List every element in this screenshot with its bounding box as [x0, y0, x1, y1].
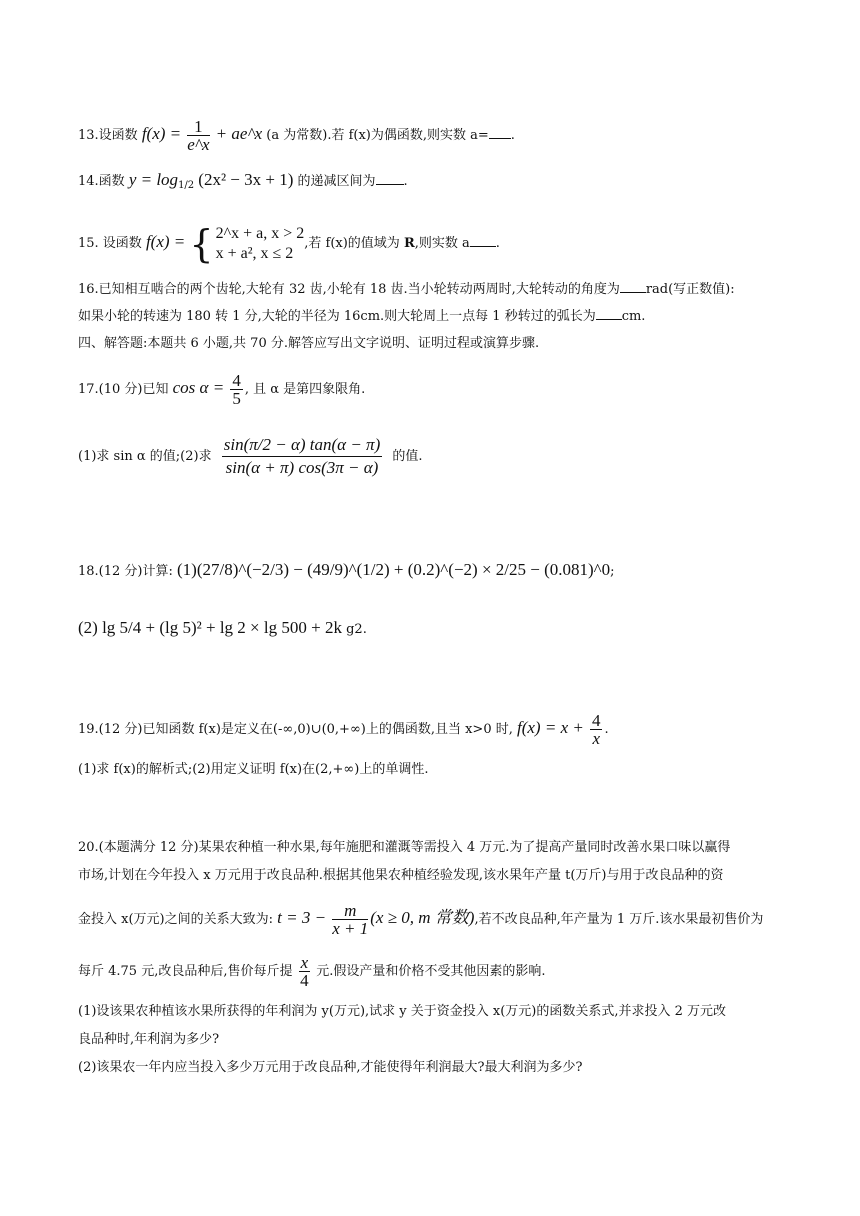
q20-price-fraction	[299, 954, 311, 989]
q17-big-fraction	[222, 434, 383, 479]
q17-frac-den: sin(α + π) cos(3π − α)	[225, 458, 379, 477]
q20-line4a: 每斤 4.75 元,改良品种后,售价每斤提	[78, 964, 297, 979]
q15-blank	[470, 234, 496, 247]
q19-end: .	[604, 722, 609, 737]
q20-part-1b: 良品种时,年利润为多少?	[78, 1032, 220, 1047]
q16-line1-end: rad(写正数值):	[645, 282, 735, 297]
question-16-line-2	[78, 307, 645, 327]
question-19	[78, 706, 609, 750]
q15-end: .	[495, 236, 500, 251]
q17-part2-end: 的值.	[388, 449, 423, 464]
q14-suffix: 的递减区间为	[293, 174, 376, 189]
q17-suffix: , 且 α 是第四象限角.	[244, 382, 366, 397]
q20-t-num: m	[332, 902, 368, 920]
question-14	[78, 170, 408, 192]
q16-blank-1	[620, 280, 646, 293]
q20-t-fraction	[332, 902, 368, 937]
q20-t-formula: t = 3 −	[277, 908, 327, 927]
q13-end: .	[510, 128, 515, 143]
q18-expr2: (2) lg 5/4 + (lg 5)² + lg 2 × lg 500 + 2k	[78, 618, 342, 637]
question-19-parts: (1)求 f(x)的解析式;(2)用定义证明 f(x)在(2,+∞)上的单调性.	[78, 762, 429, 777]
q15-R: R	[403, 236, 415, 251]
q20-line3a: 金投入 x(万元)之间的关系大致为:	[78, 912, 278, 927]
question-18-line-2	[78, 606, 367, 650]
q20-part-1a: (1)设该果农种植该水果所获得的年利润为 y(万元),试求 y 关于资金投入 x(万元)的函数关系式,并求投入 2 万元改	[78, 1004, 727, 1019]
q13-fraction	[187, 118, 209, 153]
q15-lhs: f(x) =	[145, 232, 186, 251]
question-15	[78, 220, 500, 264]
q15-case-2: x + a², x ≤ 2	[215, 244, 294, 262]
q16-line1: 16.已知相互啮合的两个齿轮,大轮有 32 齿,小轮有 18 齿.当小轮转动两周时,大轮转动的角度为	[78, 282, 620, 297]
section-4-heading: 四、解答题:本题共 6 小题,共 70 分.解答应写出文字说明、证明过程或演算步骤.	[78, 336, 540, 351]
q17-fraction	[230, 372, 243, 407]
q15-cases	[216, 224, 305, 264]
q13-suffix: (a 为常数).若 f(x)为偶函数,则实数 a=	[262, 128, 489, 143]
question-17	[78, 366, 365, 410]
q16-line2-end: cm.	[621, 309, 646, 324]
q20-line-4	[78, 950, 546, 994]
q20-line3b: ,若不改良品种,年产量为 1 万斤.该水果最初售价为	[474, 912, 764, 927]
q17-cos: cos α =	[172, 378, 225, 397]
q13-num: 1	[187, 118, 209, 136]
q15-suffix-b: ,则实数 a	[414, 236, 470, 251]
q20-p-den: 4	[300, 971, 309, 990]
q17-prefix: 17.(10 分)已知	[78, 382, 173, 397]
q13-formula-lhs: f(x) =	[141, 124, 182, 143]
question-18-line-1	[78, 548, 615, 592]
q18-expr1: (1)(27/8)^(−2/3) − (49/9)^(1/2) + (0.2)^(−2) × 2/25 − (0.081)^0	[177, 560, 611, 579]
q20-line4b: 元.假设产量和价格不受其他因素的影响.	[312, 964, 546, 979]
q19-text: 19.(12 分)已知函数 f(x)是定义在(-∞,0)∪(0,+∞)上的偶函数,且当 x>0 时,	[78, 722, 517, 737]
q15-brace: {	[189, 221, 214, 266]
q19-den: x	[592, 729, 600, 748]
q19-fraction	[590, 712, 603, 747]
q13-den: e^x	[187, 135, 210, 154]
q17-num: 4	[232, 371, 241, 390]
q15-prefix: 15. 设函数	[78, 236, 146, 251]
q20-line-2: 市场,计划在今年投入 x 万元用于改良品种.根据其他果农种植经验发现,该水果年产量 t(万斤)与用于改良品种的资	[78, 868, 724, 883]
q14-blank	[376, 172, 404, 185]
q16-blank-2	[596, 307, 622, 320]
q17-part1: (1)求 sin α 的值;(2)求	[78, 449, 212, 464]
q13-rest: + ae^x	[215, 124, 263, 143]
q20-t-den: x + 1	[332, 919, 369, 938]
q18-end1: ;	[610, 564, 615, 579]
q18-prefix: 18.(12 分)计算:	[78, 564, 178, 579]
q20-line-3	[78, 896, 763, 940]
q14-formula: y = log	[128, 170, 179, 189]
q13-prefix: 13.设函数	[78, 128, 142, 143]
q18-end2: g2.	[341, 622, 367, 637]
q14-prefix: 14.函数	[78, 174, 129, 189]
q20-t-cond: (x ≥ 0, m 常数)	[370, 908, 475, 927]
q19-formula: f(x) = x +	[517, 718, 584, 737]
q16-line2: 如果小轮的转速为 180 转 1 分,大轮的半径为 16cm.则大轮周上一点每 1 秒转过的弧长为	[78, 309, 596, 324]
q20-line-1: 20.(本题满分 12 分)某果农种植一种水果,每年施肥和灌溉等需投入 4 万元.为了提高产量同时改善水果口味以赢得	[78, 840, 731, 855]
q17-frac-num: sin(π/2 − α) tan(α − π)	[222, 434, 383, 457]
q17-den: 5	[232, 389, 241, 408]
q15-case-1: 2^x + a, x > 2	[215, 224, 305, 242]
question-13	[78, 118, 515, 153]
question-16-line-1	[78, 280, 735, 300]
q15-suffix-a: ,若 f(x)的值域为	[304, 236, 404, 251]
q13-blank	[489, 126, 511, 139]
q20-p-num: x	[300, 953, 309, 972]
q19-num: 4	[591, 711, 601, 730]
q14-end: .	[403, 174, 408, 189]
q14-arg: (2x² − 3x + 1)	[198, 170, 294, 189]
q20-part-2: (2)该果农一年内应当投入多少万元用于改良品种,才能使得年利润最大?最大利润为多少?	[78, 1060, 583, 1075]
question-17-parts	[78, 430, 423, 484]
q14-base: 1/2	[178, 180, 195, 191]
